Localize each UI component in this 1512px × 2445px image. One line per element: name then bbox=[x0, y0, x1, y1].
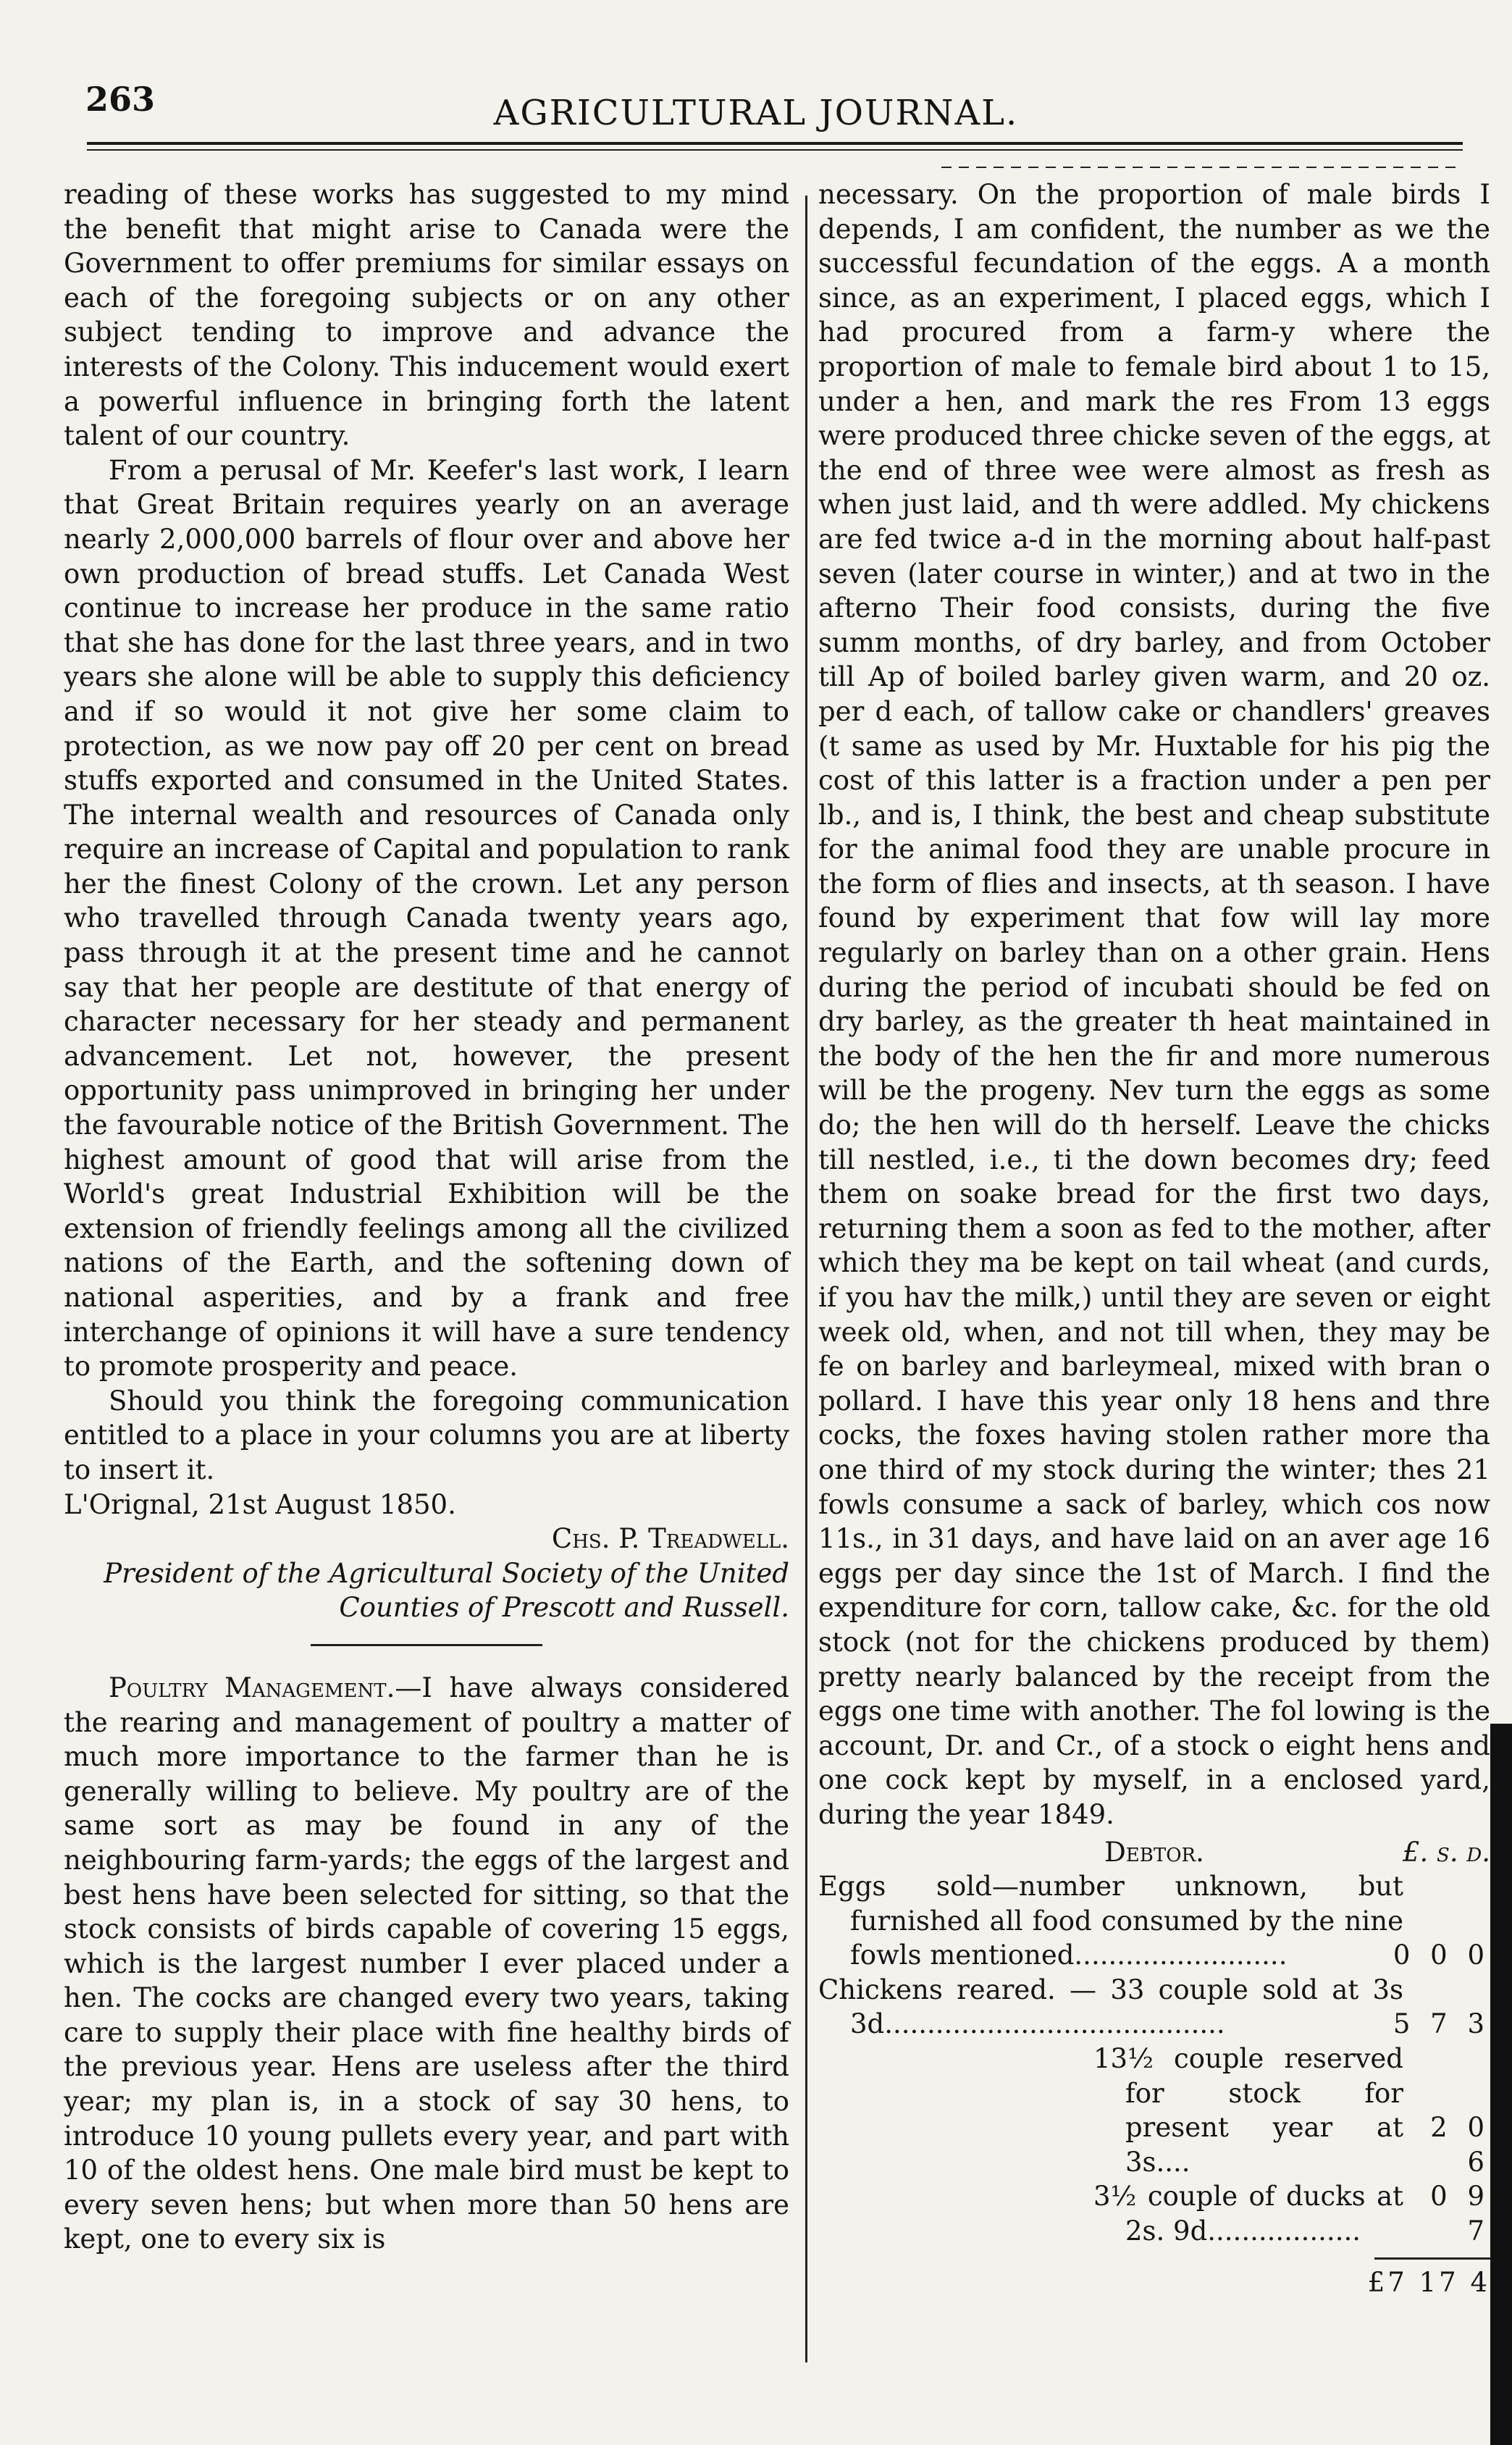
account-row-amount: 5 7 3 bbox=[1393, 2008, 1490, 2040]
account-sub-row-text: 13½ couple reserved for stock for present year at 3s.... bbox=[1093, 2043, 1403, 2178]
account-row-text: Chickens reared. — 33 couple sold at 3s 3d........................................ bbox=[818, 1974, 1403, 2040]
account-total: £7 17 4 bbox=[1367, 2266, 1490, 2298]
account-sub-row bbox=[818, 2179, 1490, 2248]
account-sub-row bbox=[818, 2042, 1490, 2179]
account-sub-row-text: 3½ couple of ducks at 2s. 9d.................. bbox=[1093, 2181, 1403, 2247]
currency-header: £. s. d. bbox=[1402, 1836, 1490, 1868]
account-row-text: Eggs sold—number unknown, but furnished all food consumed by the nine fowls mentioned......................... bbox=[818, 1871, 1403, 1971]
left-paragraph-1: reading of these works has suggested to my mind the benefit that might arise to Canada were the Government to offer premiums for similar essays on each of the foregoing subjects or on any other subject tending to improve and advance the interests of the Colony. This inducement would exert a powerful influence in bringing forth the latent talent of our country. bbox=[64, 179, 789, 452]
account-row bbox=[818, 1973, 1490, 2042]
column-divider bbox=[805, 196, 807, 2362]
left-paragraph-3: Should you think the foregoing communication entitled to a place in your columns you are at liberty to insert it. bbox=[64, 1385, 789, 1485]
signature: Chs. P. Treadwell. bbox=[551, 1523, 789, 1555]
president-line-1: President of the Agricultural Society of the United bbox=[104, 1557, 789, 1589]
header-rule-bottom bbox=[87, 149, 1463, 151]
poultry-heading: Poultry Management. bbox=[109, 1672, 395, 1703]
header-rule-dashes bbox=[941, 167, 1463, 168]
left-paragraph-2: From a perusal of Mr. Keefer's last work, I learn that Great Britain requires yearly on an average nearly 2,000,000 barrels of flour over and above her own production of bread stuffs. Let Canada West continue to increase her produce in the same ratio that she has done for the last three years, and in two years she alone will be able to supply this deficiency and if so would it not give her some claim to protection, as we now pay off 20 per cent on bread stuffs exported and consumed in the United States. The internal wealth and resources of Canada only require an increase of Capital and population to rank her the finest Colony of the crown. Let any person who travelled through Canada twenty years ago, pass through it at the present time and he cannot say that her people are destitute of that energy of character necessary for her steady and permanent advancement. Let not, however, the present opportunity pass unimproved in bringing her under the favourable notice of the British Government. The highest amount of good that will arise from the World's great Industrial Exhibition will be the extension of friendly feelings among all the civilized nations of the Earth, and the softening down of national asperities, and by a frank and free interchange of opinions it will have a sure tendency to promote prosperity and peace. bbox=[64, 454, 789, 1383]
account-sub-row-amount: 0 9 7 bbox=[1430, 2181, 1490, 2247]
running-title: AGRICULTURAL JOURNAL. bbox=[493, 93, 1019, 133]
account-title-text: Debtor. bbox=[1104, 1836, 1204, 1868]
right-paragraph-1: necessary. On the proportion of male birds I depends, I am confident, the number as we the successful fecundation of the eggs. A a month since, as an experiment, I placed eggs, which I had procured from a farm-y where the proportion of male to female bird about 1 to 15, under a hen, and mark the res From 13 eggs were produced three chicke seven of the eggs, at the end of three wee were almost as fresh as when just laid, and th were addled. My chickens are fed twice a-d in the morning about half-past seven (later course in winter,) and at two in the afterno Their food consists, during the five summ months, of dry barley, and from October till Ap of boiled barley given warm, and 20 oz. per d each, of tallow cake or chandlers' greaves (t same as used by Mr. Huxtable for his pig the cost of this latter is a fraction under a pen per lb., and is, I think, the best and cheap substitute for the animal food they are unable procure in the form of flies and insects, at th season. I have found by experiment that fow will lay more regularly on barley than on a other grain. Hens during the period of incubati should be fed on dry barley, as the greater th heat maintained in the body of the hen the fir and more numerous will be the progeny. Nev turn the eggs as some do; the hen will do th herself. Leave the chicks till nestled, i.e., ti the down becomes dry; feed them on soake bread for the first two days, returning them a soon as fed to the mother, after which they ma be kept on tail wheat (and curds, if you hav the milk,) until they are seven or eight week old, when, and not till when, they may be fe on barley and barleymeal, mixed with bran o pollard. I have this year only 18 hens and thre cocks, the foxes having stolen rather more tha one third of my stock during the winter; thes 21 fowls consume a sack of barley, which cos now 11s., in 31 days, and have laid on an aver age 16 eggs per day since the 1st of March. I find the expenditure for corn, tallow cake, &c. for the old stock (not for the chickens produced by them) pretty nearly balanced by the receipt from the eggs one time with another. The fol lowing is the account, Dr. and Cr., of a stock o eight hens and one cock kept by myself, in a enclosed yard, during the year 1849. bbox=[818, 179, 1490, 1830]
account-row-amount: 0 0 0 bbox=[1393, 1939, 1490, 1971]
poultry-text: —I have always considered the rearing and management of poultry a matter of much more importance to the farmer than he is generally willing to believe. My poultry are of the same sort as may be found in any of the neighbouring farm-yards; the eggs of the largest and best hens have been selected for sitting, so that the stock consists of birds capable of covering 15 eggs, which is the largest number I ever placed under a hen. The cocks are changed every two years, taking care to supply their place with fine healthy birds of the previous year. Hens are useless after the third year; my plan is, in a stock of say 30 hens, to introduce 10 young pullets every year, and part with 10 of the oldest hens. One male bird must be kept to every seven hens; but when more than 50 hens are kept, one to every six is bbox=[64, 1672, 789, 2255]
page-number: 263 bbox=[85, 80, 156, 119]
page-edge-shadow bbox=[1490, 1724, 1512, 2445]
president-line-2: Counties of Prescott and Russell. bbox=[339, 1592, 789, 1624]
account-title bbox=[818, 1835, 1490, 1870]
account-row bbox=[818, 1869, 1490, 1973]
poultry-paragraph bbox=[64, 1671, 789, 2257]
header-rule-top bbox=[87, 142, 1463, 145]
place-date: L'Orignal, 21st August 1850. bbox=[64, 1488, 456, 1520]
left-column bbox=[64, 177, 789, 2257]
section-separator bbox=[311, 1644, 542, 1646]
right-column bbox=[818, 177, 1490, 2299]
account-sub-row-amount: 2 0 6 bbox=[1430, 2112, 1490, 2178]
total-rule bbox=[1374, 2257, 1490, 2260]
